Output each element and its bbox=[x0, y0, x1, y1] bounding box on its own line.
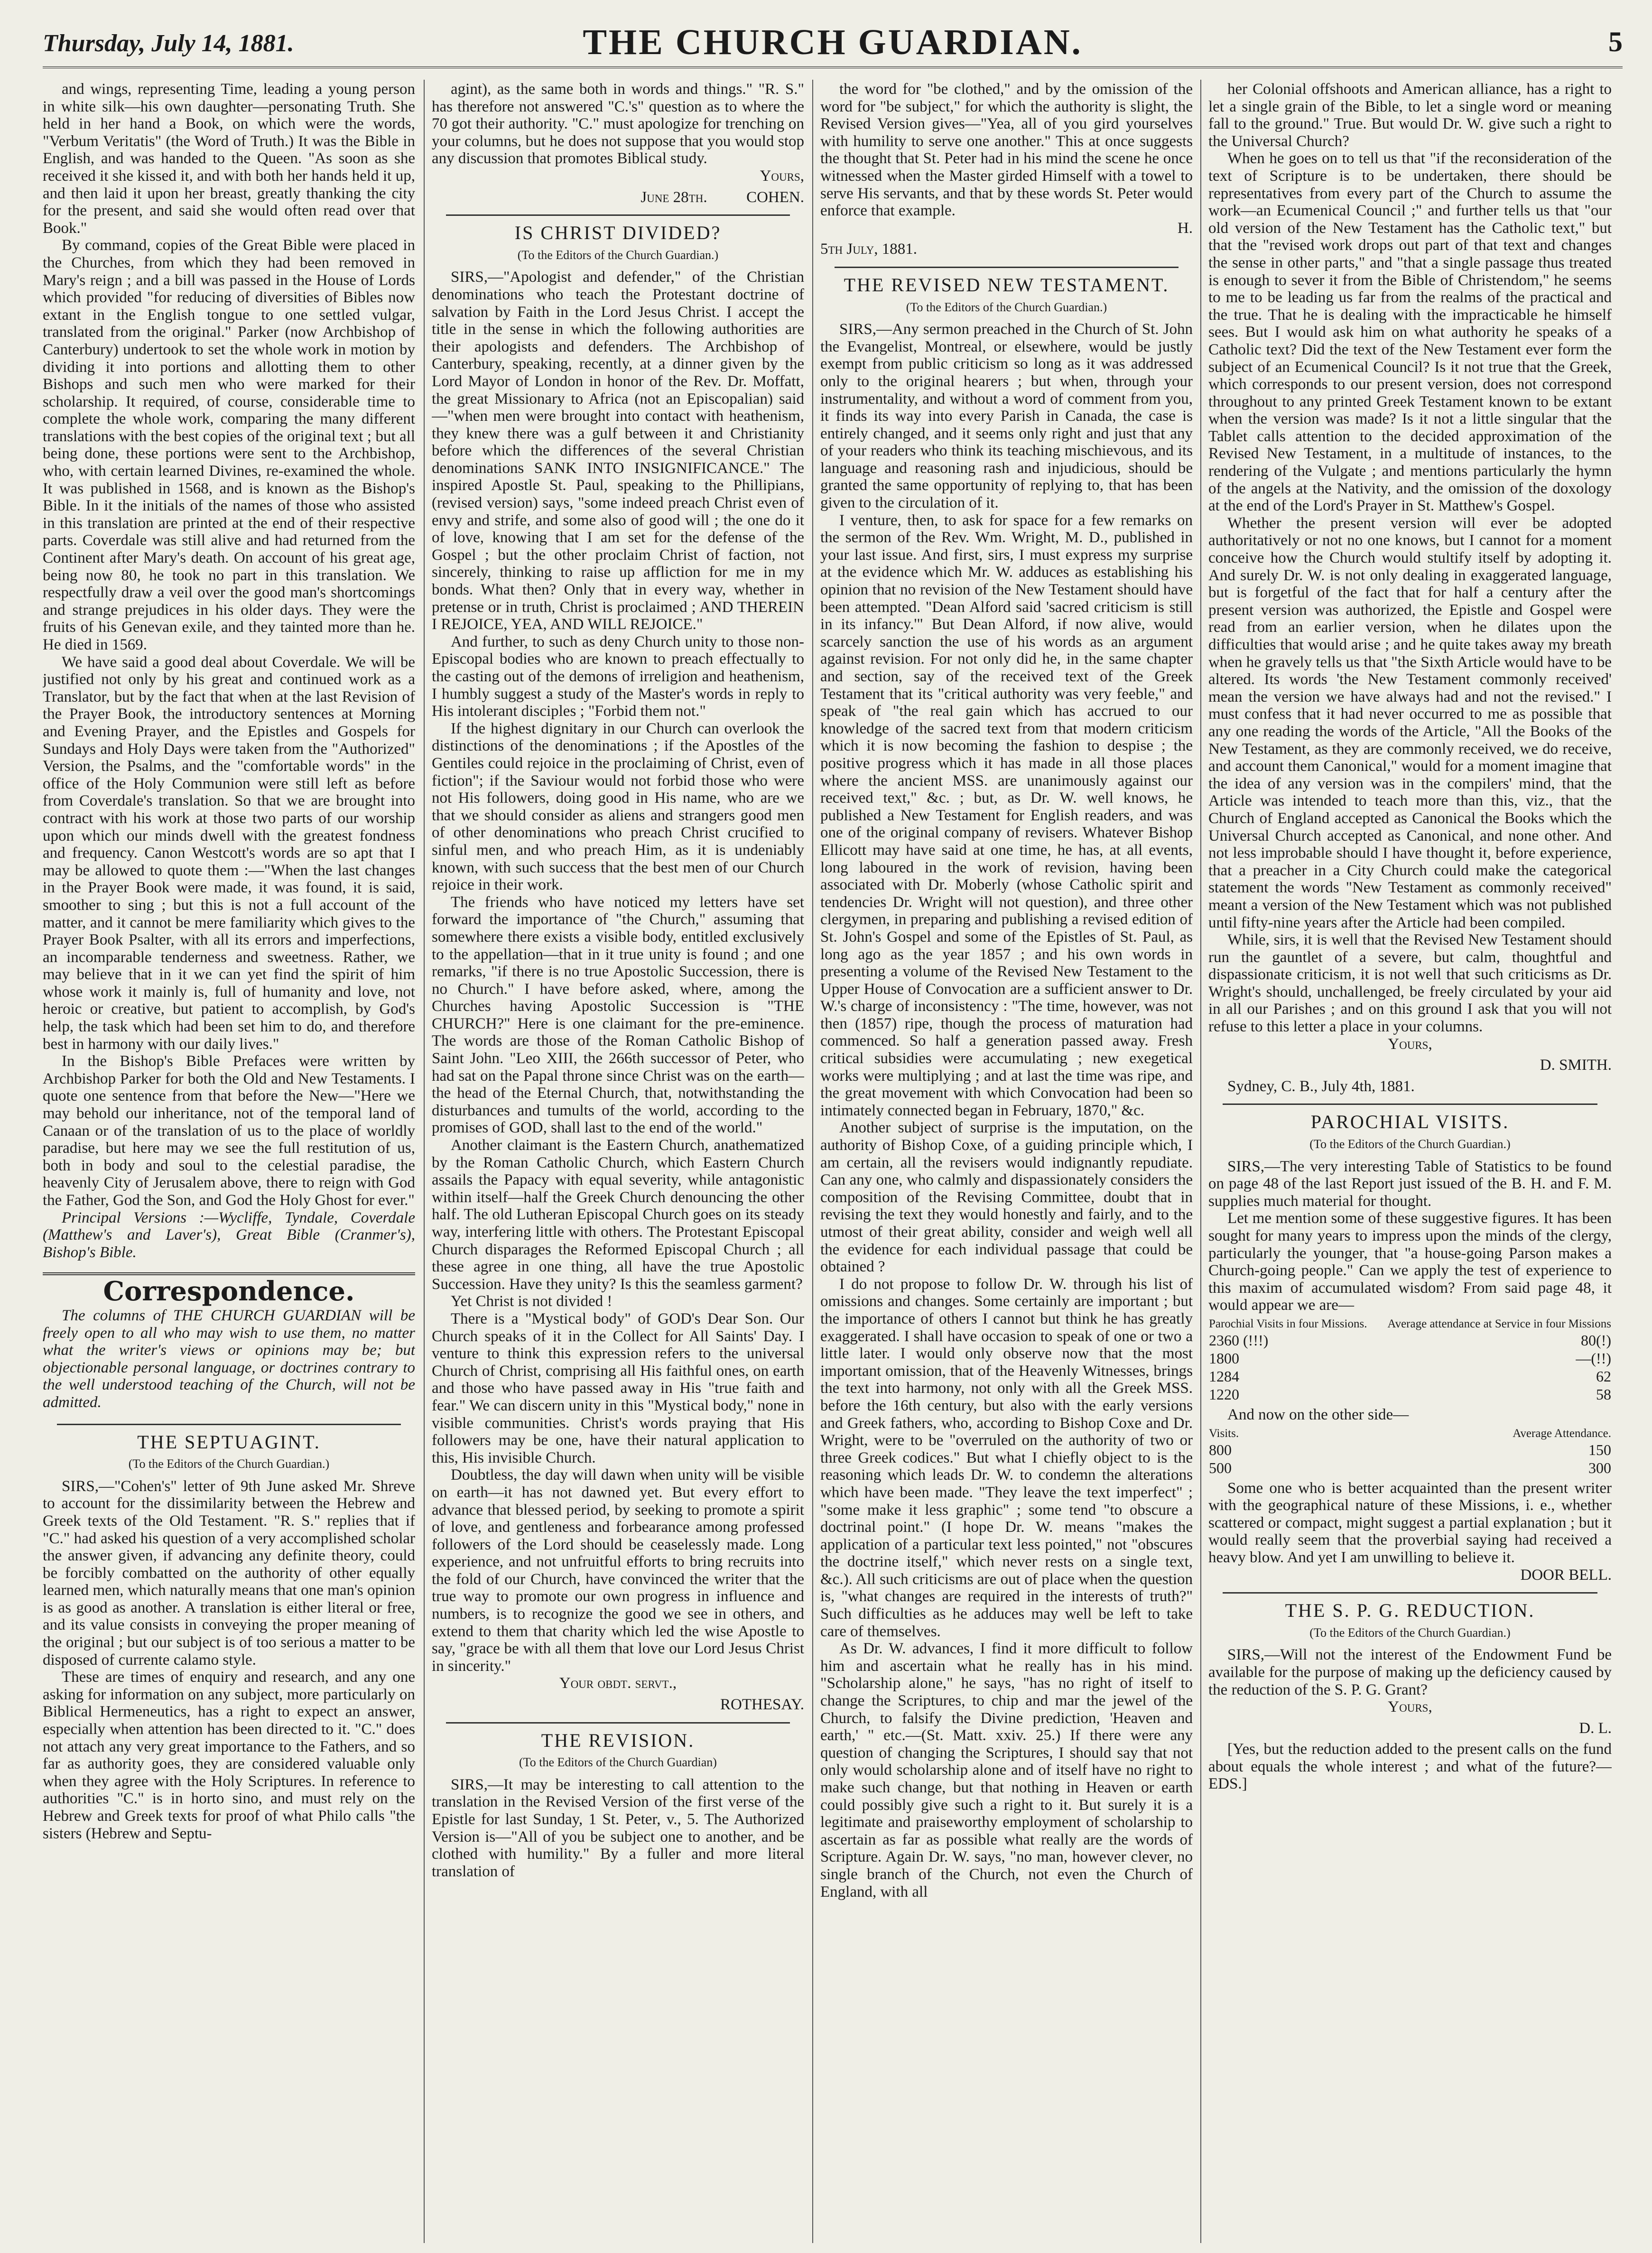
article-paragraph: And now on the other side— bbox=[1227, 1406, 1409, 1423]
table-cell: 500 bbox=[1209, 1459, 1232, 1476]
article-paragraph: As Dr. W. advances, I find it more difficult to follow him and ascertain what he really has in his mind. "Scholarship alone," he says, "has no right of itself to change the Scriptures, to chip and mar the jewel of the Church, to falsify the Divine prediction, 'Heaven and earth,' " etc.—(St. Matt. xxiv. 25.) If there were any question of changing the Scriptures, I should say that not only would scholarship alone and of itself have no right to make such change, but that nothing in Heaven or earth could possibly give such a right to it. But surely it is a legitimate and praiseworthy employment of scholarship to ascertain as far as possible what really are the words of Scripture. Again Dr. W. says, "no man, however clever, no single branch of the Church, not even the Church of England, with all bbox=[820, 1640, 1193, 1901]
table-cell: 80(!) bbox=[1581, 1331, 1611, 1349]
signature-date: Sydney, C. B., July 4th, 1881. bbox=[1227, 1077, 1415, 1095]
divider bbox=[835, 267, 1179, 268]
article-paragraph: Whether the present version will ever be adopted authoritatively or not no one knows, but I cannot for a moment conceive how the Church would stultify itself by adopting it. And surely Dr. W. is not only dealing in exaggerated language, but is forgetful of the fact that for half a century after the present version was authorized, the Epistle and Gospel were read from an earlier version, when he dilates upon the difficulties that would arise ; and he quite takes away my breath when he gravely tells us that "the Sixth Article would have to be altered. Its words 'the New Testament commonly received' mean the version we have always had and not the revised." I must confess that it had never occurred to me as possible that any one reading the words of the Article, "All the Books of the New Testament, as they are commonly received, we do receive, and account them Canonical," would for a moment imagine that the idea of any version was in the compilers' mind, that the Article was intended to teach more than this, viz., that the Church of England accepted as Canonical the Books which the Universal Church accepted as Canonical, and none other. And not less improbable should I have thought it, before experience, that a preacher in a City Church could make the categorical statement the words "New Testament as commonly received" meant a version of the New Testament which was not published until fifty-nine years after the Article had been compiled. bbox=[1208, 514, 1612, 931]
table-header: Visits. bbox=[1209, 1427, 1239, 1440]
article-paragraph: Yet Christ is not divided ! bbox=[451, 1293, 613, 1310]
article-heading: THE REVISED NEW TESTAMENT. bbox=[844, 274, 1169, 296]
article-paragraph: SIRS,—Any sermon preached in the Church of St. John the Evangelist, Montreal, or elsewhere, would be justly exempt from public criticism so long as it was addressed only to the original hearers ; but when, through your instrumentality, and without a word of comment from you, it finds its way into every Parish in Canada, the case is entirely changed, and it seems only right and just that any of your readers who think its teaching mischievous, and its language and reasoning rash and injudicious, should be granted the same opportunity of replying to, that has been given to the circulation of it. bbox=[820, 321, 1193, 512]
divider bbox=[1223, 1592, 1597, 1594]
article-paragraph: her Colonial offshoots and American alliance, has a right to let a single grain of the Bible, to let a single word or meaning fall to the ground." True. But would Dr. W. give such a right to the Universal Church? bbox=[1208, 81, 1612, 150]
article-heading: PAROCHIAL VISITS. bbox=[1310, 1111, 1510, 1133]
table-header: Parochial Visits in four Missions. bbox=[1209, 1317, 1367, 1330]
table-cell: 300 bbox=[1588, 1459, 1611, 1476]
table-cell: 1220 bbox=[1209, 1385, 1239, 1403]
article-paragraph: I venture, then, to ask for space for a few remarks on the sermon of the Rev. Wm. Wright, M. D., published in your last issue. And first, sirs, I must express my surprise at the evidence which Mr. W. adduces as establishing his opinion that no revision of the New Testament should have been attempted. "Dean Alford said 'sacred criticism is still in its infancy.'" But Dean Alford, if now alive, would scarcely sanction the use of his words as an argument against revision. For not only did he, in the same chapter and section, say of the received text of the Greek Testament that its "critical authority was very feeble," and speak of "the real gain which has accrued to our knowledge of the sacred text from that modern criticism which it is now becoming the fashion to despise ; the positive progress which it has made in all those places where the ancient MSS. are unanimously against our received text," &c. ; but, as Dr. W. well knows, he published a New Testament for English readers, and was one of the original company of revisers. Whatever Bishop Ellicott may have said at one time, he has, at all events, long laboured in the work of revision, having been associated with Dr. Moberly (whose Catholic spirit and tendencies Dr. Wright will not question), and three other clergymen, in preparing and publishing a revised edition of St. John's Gospel and some of the Epistles of St. Paul, as long ago as the year 1857 ; and his own words in presenting a volume of the Revised New Testament to the Upper House of Convocation are a sufficient answer to Dr. W.'s charge of inconsistency : "The time, however, was not then (1857) ripe, though the process of maturation had commenced. So half a generation passed away. Fresh critical subsidies were accumulating ; new exegetical works were multiplying ; and at last the time was ripe, and the great movement with which Convocation had been so intimately connected began in February, 1870," &c. bbox=[820, 511, 1193, 1119]
article-paragraph: These are times of enquiry and research, and any one asking for information on any subject, more particularly on Biblical Hermeneutics, has a right to expect an answer, especially when attention has been directed to it. "C." does not attach any very great importance to the Fathers, and so far as authority goes, they are considered valuable only when they agree with the Holy Scriptures. In reference to authorities "C." is in horto sino, and must rely on the Hebrew and Greek texts for proof of what Philo calls "the sisters (Hebrew and Septu- bbox=[43, 1669, 415, 1842]
signature: June 28th. COHEN. bbox=[640, 188, 804, 206]
article-paragraph: Doubtless, the day will dawn when unity will be visible on earth—it has not dawned yet. But every effort to advance that blessed period, by seeking to promote a spirit of love, and gentleness and forbearance among professed followers of the Lord should be ceaselessly made. Long experience, and not unfruitful efforts to bring recruits into the fold of our Church, have convinced the writer that the true way to promote our own progress in influence and numbers, is to recognize the good we see in others, and extend to them that charity which led the wise Apostle to say, "grace be with all them that love our Lord Jesus Christ in sincerity." bbox=[432, 1466, 804, 1675]
column-rule bbox=[1200, 80, 1201, 2243]
table-cell: 800 bbox=[1209, 1441, 1232, 1458]
column-rule bbox=[812, 80, 813, 2243]
statistics-table bbox=[1208, 1317, 1612, 1403]
table-row bbox=[1208, 1459, 1612, 1477]
issue-date: Thursday, July 14, 1881. bbox=[43, 30, 294, 57]
article-paragraph: SIRS,—It may be interesting to call attention to the translation in the Revised Version of the first verse of the Epistle for last Sunday, 1 St. Peter, v., 5. The Authorized Version is—"All of you be subject one to another, and be clothed with humility." By a fuller and more literal translation of bbox=[432, 1776, 804, 1880]
table-cell: —(!!) bbox=[1576, 1349, 1611, 1367]
table-row bbox=[1208, 1441, 1612, 1459]
signature: Yours, bbox=[1388, 1035, 1432, 1053]
signature: Yours, bbox=[760, 167, 804, 185]
signature: Yours, bbox=[1388, 1698, 1432, 1716]
divider bbox=[446, 1722, 790, 1724]
article-paragraph: Let me mention some of these suggestive figures. It has been sought for many years to impress upon the minds of the clergy, particularly the younger, that "a house-going Parson makes a Church-going people." Can we apply the test of experience to this maxim of accumulated wisdom? From said page 48, it would appear we are— bbox=[1208, 1210, 1612, 1314]
page-number: 5 bbox=[1608, 26, 1623, 57]
article-paragraph: While, sirs, it is well that the Revised New Testament should run the gauntlet of a severe, but calm, thoughtful and dispassionate criticism, it is not well that such criticisms as Dr. Wright's should, unchallenged, be freely circulated by your aid in all our Parishes ; and on this ground I ask that you will not refuse to this letter a place in your columns. bbox=[1208, 931, 1612, 1036]
editorial-notice: The columns of THE CHURCH GUARDIAN will be freely open to all who may wish to use them, no matter what the writer's views or opinions may be; but objectionable personal language, or doctrines contrary to the well understood teaching of the Church, will not be admitted. bbox=[43, 1307, 415, 1411]
article-paragraph: SIRS,—Will not the interest of the Endowment Fund be available for the purpose of making up the deficiency caused by the reduction of the S. P. G. Grant? bbox=[1208, 1646, 1612, 1698]
article-subheading: (To the Editors of the Church Guardian.) bbox=[906, 300, 1107, 314]
signature: D. SMITH. bbox=[1540, 1057, 1612, 1074]
table-cell: 150 bbox=[1588, 1441, 1611, 1458]
table-cell: 62 bbox=[1596, 1367, 1611, 1385]
section-heading: Correspondence. bbox=[103, 1276, 355, 1307]
signature-date: 5th July, 1881. bbox=[820, 241, 917, 258]
article-paragraph: SIRS,—The very interesting Table of Statistics to be found on page 48 of the last Report just issued of the B. H. and F. M. supplies much material for thought. bbox=[1208, 1158, 1612, 1210]
article-paragraph: We have said a good deal about Coverdale. We will be justified not only by his great and continued work as a Translator, but by the fact that when at the last Revision of the Prayer Book, the introductory sentences at Morning and Evening Prayer, and the Epistles and Gospels for Sundays and Holy Days were taken from the "Authorized" Version, the Psalms, and the "comfortable words" in the office of the Holy Communion were still left as before from Coverdale's translation. So that we are brought into contract with his work at those two parts of our worship upon which our minds dwell with the greatest fondness and frequency. Canon Westcott's words are so apt that I may be allowed to quote them :—"When the last changes in the Prayer Book were made, it was found, it is said, smoother to sing ; but this is not a full account of the matter, and it cannot be mere familiarity which gives to the Prayer Book Psalter, with all its errors and imperfections, an incomparable tenderness and sweetness. Rather, we may believe that in it we can yet find the spirit of him whose work it mainly is, full of humanity and love, not heroic or creative, but patient to accomplish, by God's help, the task which had been set him to do, and therefore best in harmony with our daily lives." bbox=[43, 653, 415, 1053]
article-paragraph: Another claimant is the Eastern Church, anathematized by the Roman Catholic Church, which Eastern Church assails the Papacy with equal severity, while antagonistic within itself—half the Greek Church denouncing the other half. The old Lutheran Episcopal Church goes on its steady way, interfering little with others. The Protestant Episcopal Church disparages the Reformed Episcopal Church ; all these agree in one thing, all have the true Apostolic Succession. Have they unity? Is this the seamless garment? bbox=[432, 1137, 804, 1293]
article-paragraph: Principal Versions :—Wycliffe, Tyndale, Coverdale (Matthew's and Laver's), Great Bible (Cranmer's), Bishop's Bible. bbox=[43, 1209, 415, 1261]
table-cell: 2360 (!!!) bbox=[1209, 1331, 1269, 1349]
article-paragraph: If the highest dignitary in our Church can overlook the distinctions of the denominations ; if the Apostles of the Gentiles could rejoice in the proclaiming of Christ, even of fiction"; if the Saviour would not forbid those who were not His followers, doing good in His name, who are we that we should consider as aliens and strangers good men of other denominations who preach Christ crucified to sinful men, and who preach Him, as it is undeniably known, with such success that the best men of our Church rejoice in their work. bbox=[432, 720, 804, 894]
article-heading: THE REVISION. bbox=[541, 1729, 695, 1751]
article-heading: IS CHRIST DIVIDED? bbox=[514, 222, 722, 244]
table-header: Average attendance at Service in four Missions bbox=[1387, 1317, 1611, 1330]
article-heading: THE SEPTUAGINT. bbox=[137, 1431, 321, 1453]
article-paragraph: By command, copies of the Great Bible were placed in the Churches, from which they had been removed in Mary's reign ; and a bill was passed in the House of Lords which provided "for reducing of diversities of Bibles now extant in the English tongue to one settled vulgar, translated from the original." Parker (now Archbishop of Canterbury) undertook to set the whole work in motion by dividing it into portions and allotting them to other Bishops and such men who were marked for their scholarship. It required, of course, considerable time to complete the whole work, comparing the many different translations with the best copies of the original text ; but all being done, these portions were sent to the Archbishop, who, with certain learned Divines, re-examined the whole. It was published in 1568, and is known as the Bishop's Bible. In it the initials of the names of those who assisted in this translation are printed at the end of their respective parts. Coverdale was still alive and had returned from the Continent after Mary's death. On account of his great age, being now 80, he took no part in this translation. We respectfully draw a veil over the good man's shortcomings and strange prejudices in his older days. They were the fruits of his Genevan exile, and they tainted more than he. He died in 1569. bbox=[43, 237, 415, 653]
divider bbox=[446, 214, 790, 216]
signature: H. bbox=[1177, 219, 1193, 237]
column-2 bbox=[432, 81, 804, 2244]
table-cell: 58 bbox=[1596, 1385, 1611, 1403]
table-row bbox=[1208, 1349, 1612, 1367]
article-paragraph: In the Bishop's Bible Prefaces were written by Archbishop Parker for both the Old and New Testaments. I quote one sentence from that before the New—"Here we may behold our inheritance, not of the temporal land of Canaan or of the translation of us to the place of worldly paradise, but here may we see the full restitution of us, both in body and soul to the celestial paradise, the heavenly City of Jerusalem above, there to reign with God the Father, God the Son, and God the Holy Ghost for ever." bbox=[43, 1053, 415, 1209]
article-subheading: (To the Editors of the Church Guardian.) bbox=[1309, 1137, 1511, 1151]
article-paragraph: And further, to such as deny Church unity to those non-Episcopal bodies who are known to preach effectually to the casting out of the demons of irreligion and heathenism, I humbly suggest a study of the Master's words in reply to His intolerant disciples ; "Forbid them not." bbox=[432, 633, 804, 720]
signature: DOOR BELL. bbox=[1520, 1566, 1612, 1584]
section-divider bbox=[43, 1272, 415, 1275]
column-4 bbox=[1208, 81, 1612, 2244]
article-paragraph: Another subject of surprise is the imputation, on the authority of Bishop Coxe, of a guiding principle which, I am certain, all the revisers would indignantly repudiate. Can any one, who calmly and dispassionately considers the composition of the Revising Committee, doubt that in revising the text they would honestly and fairly, and to the utmost of their great ability, consider and weigh well all the evidence for each individual passage that could be obtained ? bbox=[820, 1119, 1193, 1276]
column-3 bbox=[820, 81, 1193, 2244]
masthead bbox=[43, 13, 1623, 68]
table-cell: 1284 bbox=[1209, 1367, 1239, 1385]
table-row bbox=[1208, 1385, 1612, 1403]
table-header: Average Attendance. bbox=[1513, 1427, 1611, 1440]
divider bbox=[57, 1424, 401, 1425]
article-paragraph: SIRS,—"Cohen's" letter of 9th June asked Mr. Shreve to account for the dissimilarity between the Hebrew and Greek texts of the Old Testament. "R. S." replies that if "C." had asked his question of a very accomplished scholar the answer given, if advancing any definite theory, could be forcibly combatted on the authority of other equally learned men, which naturally means that one man's opinion is as good as another. A translation is either literal or free, and its value consists in conveying the proper meaning of the original ; but our subject is of too serious a matter to be disposed of currente calamo style. bbox=[43, 1477, 415, 1669]
article-paragraph: When he goes on to tell us that "if the reconsideration of the text of Scripture is to be undertaken, there should be representatives from every part of the Church to assume the work—an Ecumenical Council ;" and further tells us that "our old version of the New Testament has the Catholic text," but that the "revised work drops out part of that text and changes the sense in other parts," and "that a single passage thus treated is enough to sever it from the Bible of Christendom," he seems to me to be leading us far from the realms of the practical and the true. That he is dealing with the impracticable he himself sees. But I would ask him on what authority he speaks of a Catholic text? Did the text of the New Testament ever form the subject of an Ecumenical Council? Is it not true that the Greek, which corresponds to our present version, does not correspond throughout to any printed Greek Testament known to be extant when the version was made? Is it not a little singular that the Tablet calls attention to the decided approximation of the Revised New Testament, in a multitude of instances, to the rendering of the Vulgate ; and mentions particularly the hymn of the angels at the Nativity, and the omission of the doxology at the end of the Lord's Prayer in St. Matthew's Gospel. bbox=[1208, 150, 1612, 515]
table-row bbox=[1208, 1367, 1612, 1385]
table-row bbox=[1208, 1331, 1612, 1349]
signature: ROTHESAY. bbox=[720, 1696, 804, 1714]
column-rule bbox=[424, 80, 425, 2243]
article-paragraph: SIRS,—"Apologist and defender," of the Christian denominations who teach the Protestant doctrine of salvation by Faith in the Lord Jesus Christ. I accept the title in the sense in which the following authorities are their apologists and defenders. The Archbishop of Canterbury, speaking, recently, at a dinner given by the Lord Mayor of London in honor of the Rev. Dr. Moffatt, the great Missionary to Africa (not an Episcopalian) said—"when men were brought into contact with heathenism, they knew there was a gulf between it and Christianity before which the differences of the several Christian denominations SANK INTO INSIGNIFICANCE." The inspired Apostle St. Paul, speaking to the Phillipians, (revised version) says, "some indeed preach Christ even of envy and strife, and some also of good will ; the one do it of love, knowing that I am set for the defense of the Gospel ; but the other proclaim Christ of faction, not sincerely, thinking to raise up affliction for me in my bonds. What then? Only that in every way, whether in pretense or in truth, Christ is proclaimed ; AND THEREIN I REJOICE, YEA, AND WILL REJOICE." bbox=[432, 269, 804, 633]
signature: D. L. bbox=[1579, 1719, 1612, 1737]
article-paragraph: The friends who have noticed my letters have set forward the importance of "the Church," assuming that somewhere there exists a visible body, entitled exclusively to the appellation—that in it true unity is found ; and one remarks, "if there is no true Apostolic Succession, there is no Church." I have before asked, where, among the Churches having Apostolic Succession is "THE CHURCH?" Here is one claimant for the pre-eminence. The words are those of the Roman Catholic Bishop of Saint John. "Leo XIII, the 266th successor of Peter, who had sat on the Papal throne since Christ was on the earth—the head of the Eternal Church, that, notwithstanding the disturbances and tumults of the world, according to the promises of GOD, shall last to the end of the world." bbox=[432, 893, 804, 1137]
statistics-table bbox=[1208, 1427, 1612, 1477]
article-paragraph: agint), as the same both in words and things." "R. S." has therefore not answered "C.'s" question as to where the 70 got their authority. "C." must apologize for trenching on your columns, but he does not suppose that you would stop any discussion that promotes Biblical study. bbox=[432, 81, 804, 167]
divider bbox=[1223, 1103, 1597, 1105]
article-subheading: (To the Editors of the Church Guardian) bbox=[519, 1755, 717, 1770]
column-1 bbox=[43, 81, 415, 2244]
article-paragraph: the word for "be clothed," and by the omission of the word for "be subject," for which the authority is slight, the Revised Version gives—"Yea, all of you gird yourselves with humility to serve one another." This at once suggests the thought that St. Peter had in his mind the scene he once witnessed when the Master girded Himself with a towel to serve His servants, and that by these words St. Peter would enforce that example. bbox=[820, 81, 1193, 220]
article-heading: THE S. P. G. REDUCTION. bbox=[1285, 1600, 1535, 1622]
article-paragraph: There is a "Mystical body" of GOD's Dear Son. Our Church speaks of it in the Collect for All Saints' Day. I venture to think this expression refers to the universal Church of Christ, comprising all His faithful ones, on earth and those who have passed away in His "true faith and fear." We can discern unity in this "Mystical body," none in visible communities. Christ's words praying that His followers may be one, have their natural application to this, His invisible Church. bbox=[432, 1310, 804, 1466]
signature: Your obdt. servt., bbox=[559, 1675, 677, 1692]
newspaper-title: THE CHURCH GUARDIAN. bbox=[583, 22, 1083, 62]
article-paragraph: and wings, representing Time, leading a young person in white silk—his own daughter—personating Truth. She held in her hand a Book, on which were the words, "Verbum Veritatis" (the Word of Truth.) It was the Bible in English, and was handed to the Queen. "As soon as she received it she kissed it, and with both her hands held it up, and then laid it upon her breast, greatly thanking the city for the present, and said she would often read over that Book." bbox=[43, 81, 415, 237]
table-cell: 1800 bbox=[1209, 1349, 1239, 1367]
article-subheading: (To the Editors of the Church Guardian.) bbox=[517, 248, 719, 262]
editorial-reply: [Yes, but the reduction added to the present calls on the fund about equals the whole interest ; and what of the future?—EDS.] bbox=[1208, 1741, 1612, 1793]
article-paragraph: I do not propose to follow Dr. W. through his list of omissions and changes. Some certainly are important ; but the importance of others I cannot but think he has greatly exaggerated. I shall have occasion to speak of one or two a little later. I would only observe now that the most important omission, that of the Heavenly Witnesses, brings the text into harmony, not only with all the Greek MSS. before the 16th century, but also with the early versions and Greek fathers, who, according to Bishop Coxe and Dr. Wright, were to be "overruled on the authority of two or three Greek codices." But what I chiefly object to is the reasoning which leads Dr. W. to condemn the alterations which have been made. "They leave the text imperfect" ; "some make it less graphic" ; some tend "to obscure a doctrinal point." (I hope Dr. W. means "makes the application of a particular text less pointed," not "obscures the doctrine itself," which never rests on a single text, &c.). All such criticisms are out of place when the question is, "what changes are required in the interests of truth?" Such difficulties as he adduces may well be left to take care of themselves. bbox=[820, 1275, 1193, 1640]
article-subheading: (To the Editors of the Church Guardian.) bbox=[1309, 1625, 1511, 1640]
article-subheading: (To the Editors of the Church Guardian.) bbox=[128, 1457, 330, 1471]
article-paragraph: Some one who is better acquainted than the present writer with the geographical nature of these Missions, i. e., whether scattered or compact, might suggest a partial explanation ; but it would really seem that the proverbial saying had received a heavy blow. And yet I am unwilling to believe it. bbox=[1208, 1479, 1612, 1566]
